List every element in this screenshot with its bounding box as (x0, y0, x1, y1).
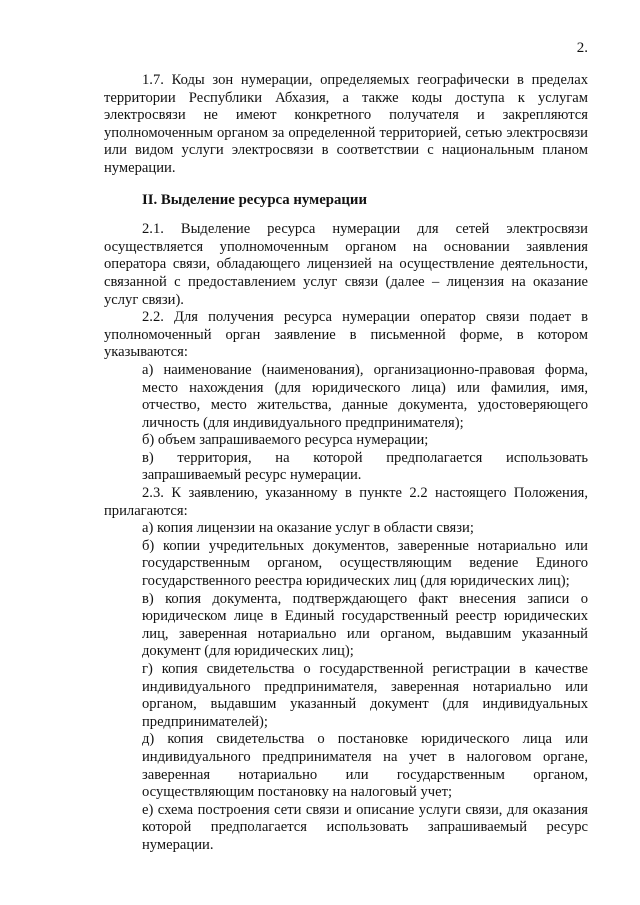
list-item: г) копия свидетельства о государственной регистрации в качестве индивидуального предпринимателя, заверенная нотариально или органом, выдавшим указанный документ (для индивидуальных предпринимателей); (142, 661, 588, 730)
list-item: е) схема построения сети связи и описание услуги связи, для оказания которой предполагается использовать запрашиваемый ресурс нумерации. (142, 801, 588, 853)
paragraph-2-1: 2.1. Выделение ресурса нумерации для сетей электросвязи осуществляется уполномоченным органом на основании заявления оператора связи, обладающего лицензией на осуществление деятельности, связанной с предоставлением услуг связи (далее – лицензия на оказание услуг связи). (104, 221, 588, 308)
document-body (104, 72, 588, 855)
section-heading: II. Выделение ресурса нумерации (142, 191, 367, 208)
list-item: в) территория, на которой предполагается использовать запрашиваемый ресурс нумерации. (142, 449, 588, 484)
list-item: д) копия свидетельства о постановке юридического лица или индивидуального предпринимателя на учет в налоговом органе, заверенная нотариально или государственным органом, осуществляющим постановку на налоговый учет; (142, 731, 588, 801)
list-item: б) объем запрашиваемого ресурса нумерации; (142, 432, 429, 449)
paragraph-2-2: 2.2. Для получения ресурса нумерации оператор связи подает в уполномоченный орган заявление в письменной форме, в котором указываются: (104, 309, 588, 361)
paragraph-1-7: 1.7. Коды зон нумерации, определяемых географически в пределах территории Республики Абхазия, а также коды доступа к услугам электросвязи не имеют конкретного получателя и закрепляются уполномоченным органом за определенной территорией, сетью электросвязи или видом услуги электросвязи в соответствии с национальным планом нумерации. (104, 72, 588, 176)
list-item: а) копия лицензии на оказание услуг в области связи; (142, 520, 474, 537)
paragraph-2-3: 2.3. К заявлению, указанному в пункте 2.2 настоящего Положения, прилагаются: (104, 485, 588, 519)
list-item: в) копия документа, подтверждающего факт внесения записи о юридическом лице в Единый государственный реестр юридических лиц, заверенная нотариально или органом, выдавшим указанный документ (для юридических лиц); (142, 590, 588, 660)
list-item: а) наименование (наименования), организационно-правовая форма, место нахождения (для юридического лица) или фамилия, имя, отчество, место жительства, данные документа, удостоверяющего личность (для индивидуального предпринимателя); (142, 361, 588, 431)
list-item: б) копии учредительных документов, заверенные нотариально или государственным органом, осуществляющим ведение Единого государственного реестра юридических лиц (для юридических лиц); (142, 537, 588, 590)
page-number: 2. (576, 40, 588, 56)
